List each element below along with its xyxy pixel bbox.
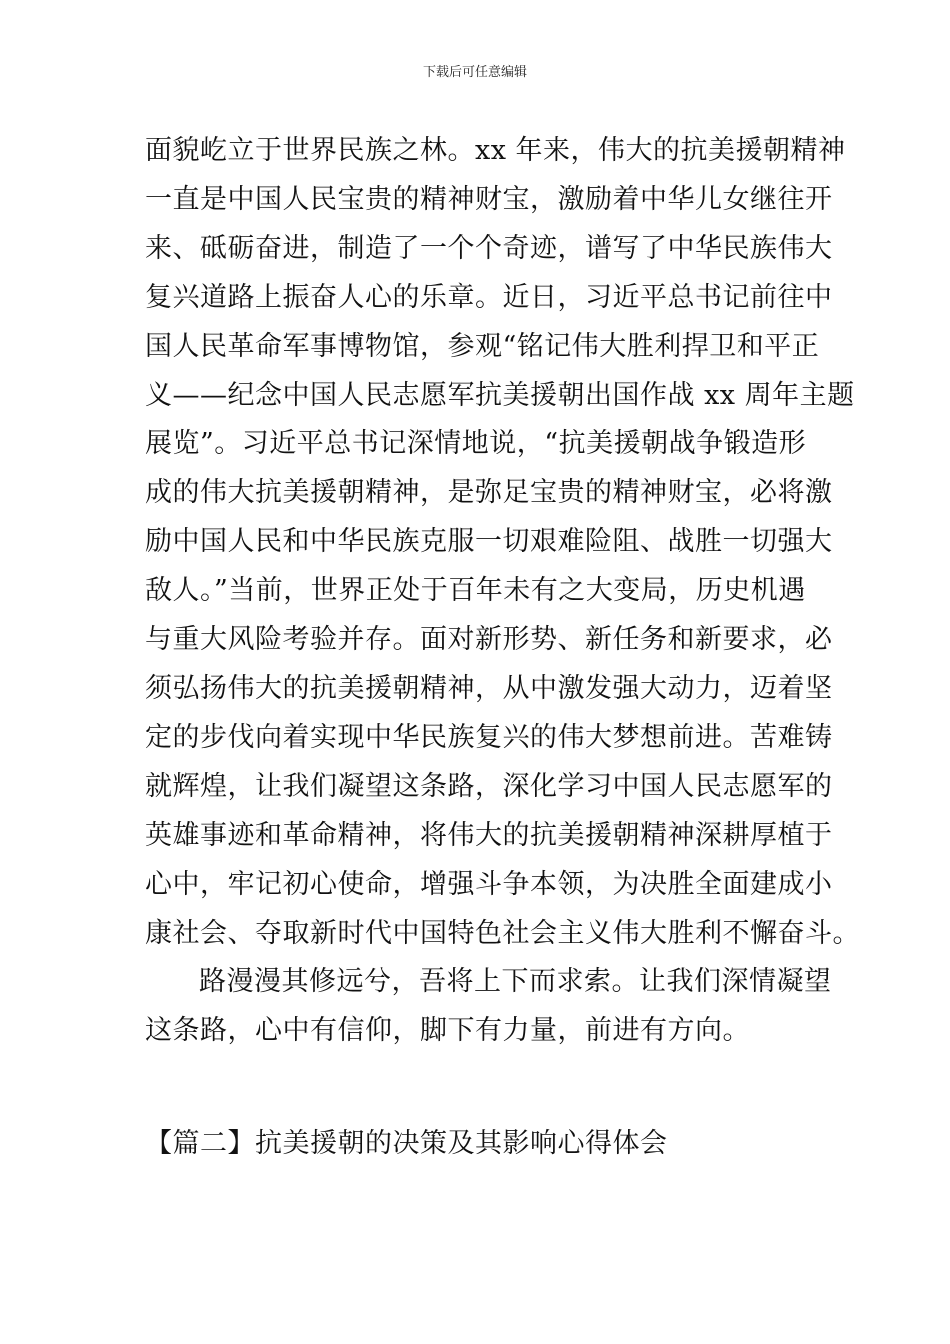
- text-line: 敌人。”当前，世界正处于百年未有之大变局，历史机遇: [145, 575, 806, 607]
- text-line: 复兴道路上振奋人心的乐章。近日，习近平总书记前往中: [145, 281, 833, 313]
- text-line: 一直是中国人民宝贵的精神财宝，激励着中华儿女继往开: [145, 183, 833, 215]
- page-header: [0, 64, 950, 82]
- text-line: 须弘扬伟大的抗美援朝精神，从中激发强大动力，迈着坚: [145, 672, 833, 704]
- section-heading: 【篇二】抗美援朝的决策及其影响心得体会: [145, 1128, 668, 1159]
- text-line: 来、砥砺奋进，制造了一个个奇迹，谱写了中华民族伟大: [145, 232, 833, 264]
- text-line: 面貌屹立于世界民族之林。xx 年来，伟大的抗美援朝精神: [145, 135, 846, 166]
- paragraph-1: [145, 127, 860, 958]
- text-line: 就辉煌，让我们凝望这条路，深化学习中国人民志愿军的: [145, 770, 833, 802]
- header-text: 下载后可任意编辑: [422, 65, 527, 80]
- text-line: 成的伟大抗美援朝精神，是弥足宝贵的精神财宝，必将激: [145, 477, 833, 509]
- text-line: 心中，牢记初心使命，增强斗争本领，为决胜全面建成小: [145, 868, 833, 900]
- text-line: 展览”。习近平总书记深情地说，“抗美援朝战争锻造形: [145, 428, 807, 460]
- document-body: [145, 127, 860, 1056]
- text-line: 与重大风险考验并存。面对新形势、新任务和新要求，必: [145, 624, 833, 656]
- text-line: 定的步伐向着实现中华民族复兴的伟大梦想前进。苦难铸: [145, 721, 833, 753]
- text-line: 康社会、夺取新时代中国特色社会主义伟大胜利不懈奋斗。: [145, 917, 860, 949]
- paragraph-2: [145, 958, 832, 1056]
- text-line: 英雄事迹和革命精神，将伟大的抗美援朝精神深耕厚植于: [145, 819, 833, 851]
- text-line: 义——纪念中国人民志愿军抗美援朝出国作战 xx 周年主题: [145, 379, 855, 411]
- text-line: 这条路，心中有信仰，脚下有力量，前进有方向。: [145, 1015, 750, 1047]
- text-line: 国人民革命军事博物馆，参观“铭记伟大胜利捍卫和平正: [145, 330, 820, 362]
- text-line: 励中国人民和中华民族克服一切艰难险阻、战胜一切强大: [145, 526, 833, 558]
- text-line: 路漫漫其修远兮，吾将上下而求索。让我们深情凝望: [199, 966, 832, 998]
